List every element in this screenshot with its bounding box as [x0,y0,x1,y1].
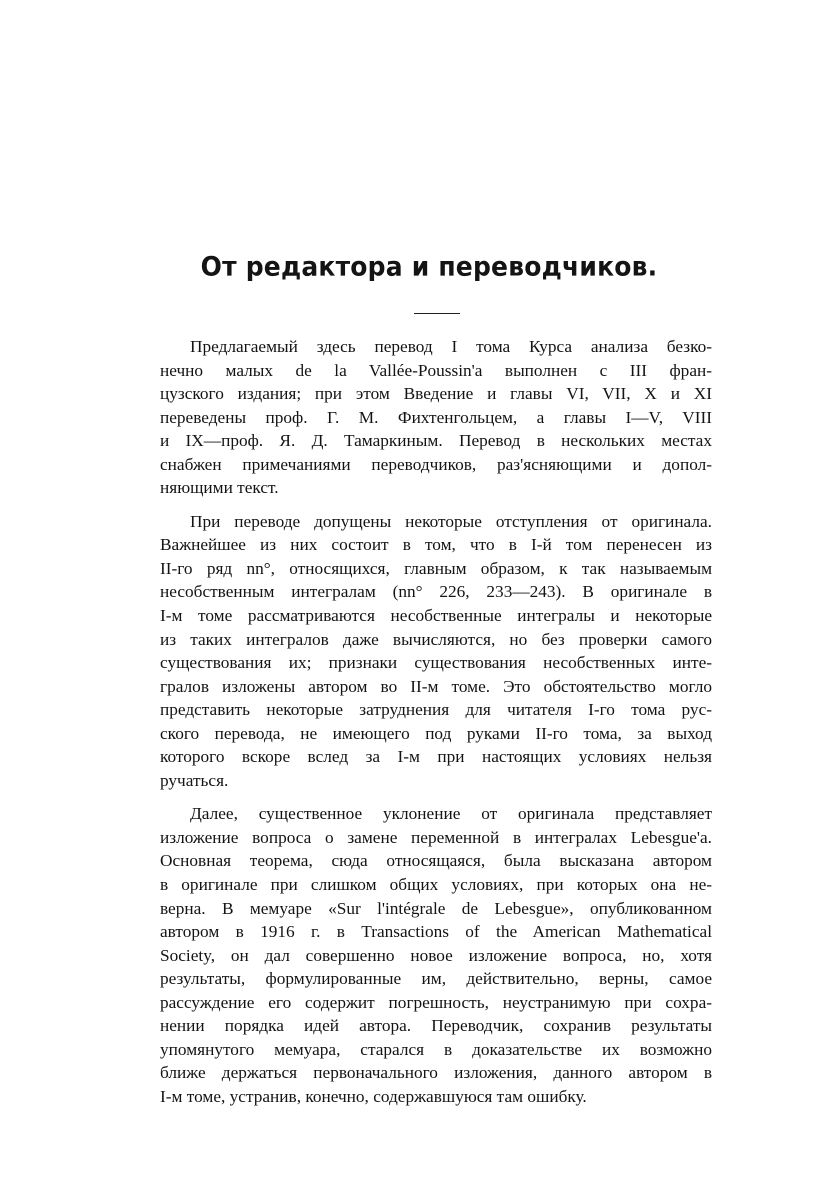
text-line: ручаться. [160,770,229,790]
text-line: нении порядка идей автора. Переводчик, сохранив результаты [160,1016,712,1036]
body-text [160,335,712,1109]
text-line: в оригинале при слишком общих условиях, при которых она не- [160,875,712,895]
text-line: рассуждение его содержит погрешность, неустранимую при сохра- [160,992,712,1012]
text-line: верна. В мемуаре «Sur l'intégrale de Lebesgue», опубликованном [160,898,712,918]
paragraph-2 [160,510,712,793]
text-line: Основная теорема, сюда относящаяся, была высказана автором [160,851,712,871]
text-line: результаты, формулированные им, действительно, верны, самое [160,969,712,989]
text-line: цузского издания; при этом Введение и главы VI, VII, X и XI [160,384,712,404]
text-line: ского перевода, не имеющего под руками II-го тома, за выход [160,723,712,743]
paragraph-3 [160,802,712,1108]
text-line: Society, он дал совершенно новое изложение вопроса, но, хотя [160,945,712,965]
text-line: няющими текст. [160,478,279,498]
page-title: От редактора и переводчиков. [200,250,658,283]
text-line: II-го ряд nn°, относящихся, главным образом, к так называемым [160,558,712,578]
text-line: гралов изложены автором во II-м томе. Это обстоятельство могло [160,676,712,696]
paragraph-1 [160,335,712,500]
text-line: I-м томе, устранив, конечно, содержавшуюся там ошибку. [160,1086,587,1106]
text-line: I-м томе рассматриваются несобственные интегралы и некоторые [160,606,712,626]
text-line: снабжен примечаниями переводчиков, раз'ясняющими и допол- [160,454,712,474]
text-line: несобственным интегралам (nn° 226, 233—243). В оригинале в [160,582,712,602]
text-line: из таких интегралов даже вычисляются, но без проверки самого [160,629,712,649]
text-line: и IX—проф. Я. Д. Тамаркиным. Перевод в нескольких местах [160,431,712,451]
text-line: переведены проф. Г. М. Фихтенгольцем, а главы I—V, VIII [160,407,712,427]
text-line: Предлагаемый здесь перевод I тома Курса анализа безко- [190,337,712,356]
text-line: нечно малых de la Vallée-Poussin'а выполнен с III фран- [160,360,712,380]
text-line: автором в 1916 г. в Transactions of the American Mathematical [160,922,712,942]
title-divider [414,313,460,314]
text-line: ближе держаться первоначального изложения, данного автором в [160,1063,712,1083]
text-line: При переводе допущены некоторые отступления от оригинала. [190,511,712,531]
text-line: Далее, существенное уклонение от оригинала представляет [190,804,712,824]
text-line: которого вскоре вслед за I-м при настоящих условиях нельзя [160,747,712,767]
text-line: упомянутого мемуара, старался в доказательстве их возможно [160,1039,712,1059]
text-line: Важнейшее из них состоит в том, что в I-й том перенесен из [160,535,712,555]
text-line: изложение вопроса о замене переменной в интегралах Lebesgue'а. [160,827,712,847]
text-line: существования их; признаки существования несобственных инте- [160,653,712,673]
text-line: представить некоторые затруднения для читателя I-го тома рус- [160,700,712,720]
